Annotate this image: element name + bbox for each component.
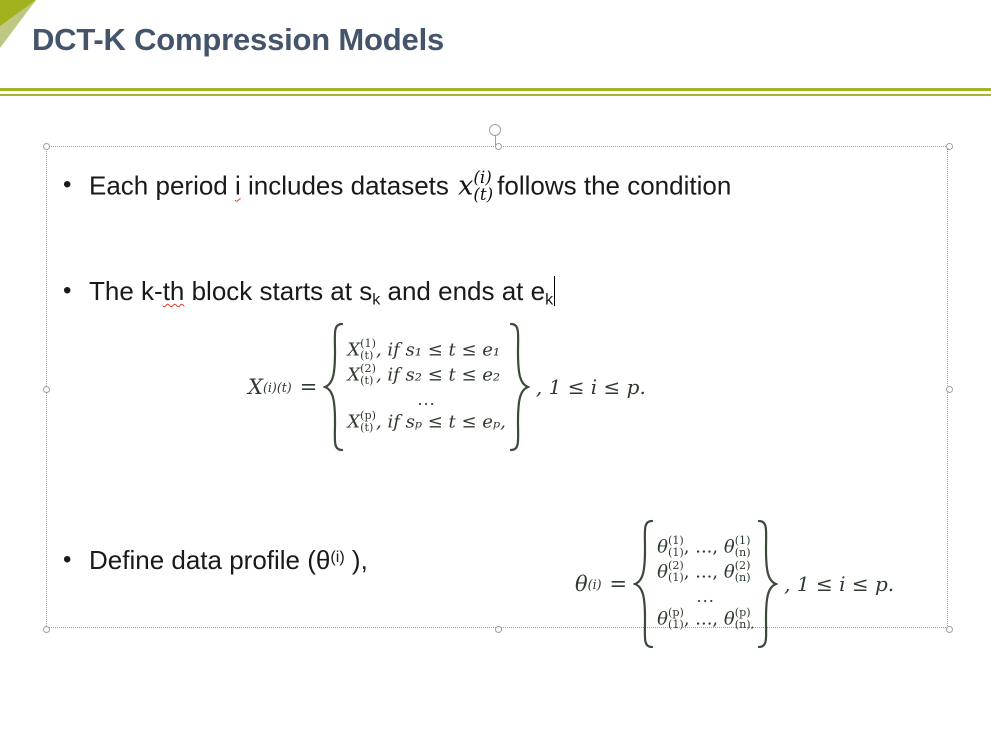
- equation-row: [575, 535, 894, 632]
- case-1-sup: (1): [360, 337, 376, 350]
- math-subscript: (t): [473, 184, 494, 205]
- case-4-text: , ...,: [683, 608, 724, 630]
- resize-handle-top-right[interactable]: [946, 143, 953, 150]
- case-2-scripts: [360, 363, 376, 386]
- case-2-text: , ...,: [683, 562, 724, 584]
- case-1-scripts-2: [735, 535, 751, 558]
- case-4-base: θ: [657, 608, 668, 630]
- case-4-sub: (t): [360, 420, 374, 434]
- bullet-2-mid: block starts at s: [184, 276, 373, 306]
- corner-accent-shape-front: [0, 0, 36, 26]
- equation-lhs: [575, 572, 602, 596]
- bullet-1-after: follows the condition: [497, 170, 732, 201]
- case-4-sub2: (n),: [734, 617, 755, 631]
- case-4-text: , if sₚ ≤ t ≤ eₚ,: [376, 411, 506, 433]
- superscript-i: (i): [330, 547, 345, 566]
- resize-handle-bottom-center[interactable]: [495, 626, 502, 633]
- inline-math-x-it: x (i) (t): [458, 167, 494, 205]
- case-1-base: θ: [657, 536, 668, 558]
- case-2-scripts: [668, 560, 684, 583]
- equals-sign: =: [299, 374, 318, 399]
- case-line-2: [657, 560, 754, 585]
- equation-tail: , 1 ≤ i ≤ p.: [535, 374, 646, 399]
- case-1-sub2: (n): [734, 545, 751, 559]
- case-1-scripts: [360, 338, 376, 361]
- resize-handle-top-left[interactable]: [43, 143, 50, 150]
- equals-sign: =: [609, 571, 628, 596]
- case-1-text: , if s₁ ≤ t ≤ e₁: [375, 339, 501, 361]
- bullet-marker: •: [63, 546, 72, 573]
- resize-handle-top-center[interactable]: [495, 143, 502, 150]
- case-2-base: X: [347, 365, 361, 387]
- equation-tail: , 1 ≤ i ≤ p.: [784, 571, 895, 596]
- case-2-sup2: (2): [734, 559, 751, 573]
- case-1-base2: θ: [723, 536, 735, 558]
- case-1-text: , ...,: [683, 536, 724, 558]
- spellcheck-word-i: i: [234, 170, 241, 201]
- bullet-3-after: ),: [344, 545, 368, 575]
- case-2-sub: (1): [667, 571, 684, 585]
- corner-accent-flag: [0, 0, 36, 48]
- bullet-text: [89, 167, 732, 205]
- bullet-1-lead: Each period: [89, 170, 235, 201]
- bullet-text: [89, 276, 555, 310]
- case-2-base: θ: [657, 562, 668, 584]
- case-4-scripts-2: [735, 607, 754, 630]
- lhs-scripts: [263, 381, 292, 394]
- case-ellipsis: ...: [696, 586, 715, 606]
- divider-line-thin: [0, 94, 991, 96]
- case-1-scripts: [668, 535, 684, 558]
- equation-cases: [655, 535, 756, 632]
- case-ellipsis: ...: [417, 389, 436, 409]
- case-4-scripts: [668, 607, 684, 630]
- equation-block-x[interactable]: [248, 338, 646, 435]
- case-4-base2: θ: [723, 608, 735, 630]
- case-1-sub: (t): [360, 348, 374, 362]
- case-4-sub: (1): [667, 617, 684, 631]
- bullet-3-before: Define data profile (θ: [89, 545, 331, 575]
- case-2-text: , if s₂ ≤ t ≤ e₂: [375, 365, 501, 387]
- subscript-k-2: k: [545, 290, 554, 309]
- lhs-base: X: [248, 374, 263, 399]
- case-line-1: [657, 535, 754, 560]
- lhs-superscript: (i): [262, 379, 277, 395]
- left-brace: [323, 338, 345, 435]
- case-2-base2: θ: [723, 562, 735, 584]
- text-cursor: [554, 276, 555, 306]
- case-line-4: [657, 607, 754, 632]
- case-2-sup: (2): [360, 362, 376, 376]
- bullet-marker: •: [63, 277, 72, 304]
- resize-handle-middle-right[interactable]: [946, 386, 953, 393]
- title-divider: [0, 88, 991, 96]
- bullet-text: [89, 545, 368, 577]
- lhs-subscript: (t): [276, 379, 292, 395]
- case-1-sub: (1): [667, 545, 684, 559]
- case-line-1: [347, 338, 506, 363]
- case-4-sup: (p): [667, 605, 684, 619]
- equation-cases: [345, 338, 508, 435]
- case-2-sup: (2): [667, 559, 684, 573]
- right-brace: [508, 338, 530, 435]
- spellcheck-word-th: th: [162, 276, 185, 306]
- equation-row: [248, 338, 646, 435]
- case-2-sub2: (n): [734, 571, 751, 585]
- case-line-4: [347, 410, 506, 435]
- math-superscript: (i): [473, 167, 492, 187]
- case-2-scripts-2: [735, 560, 751, 583]
- case-4-base: X: [347, 411, 361, 433]
- resize-handle-middle-left[interactable]: [43, 386, 50, 393]
- bullet-marker: •: [63, 171, 72, 198]
- subscript-k-1: k: [372, 290, 381, 309]
- case-4-scripts: [360, 410, 376, 433]
- equation-block-theta[interactable]: [575, 535, 894, 632]
- case-line-2: [347, 363, 506, 388]
- resize-handle-bottom-right[interactable]: [946, 626, 953, 633]
- list-item[interactable]: [63, 545, 563, 577]
- left-brace: [633, 535, 655, 632]
- page-title: DCT-K Compression Models: [32, 22, 445, 57]
- case-1-sup2: (1): [734, 534, 751, 547]
- bullet-2-mid2: and ends at e: [380, 276, 546, 306]
- resize-handle-bottom-left[interactable]: [43, 626, 50, 633]
- list-item[interactable]: [63, 167, 893, 205]
- case-4-sup: (p): [360, 408, 376, 422]
- case-1-base: X: [347, 339, 361, 361]
- lhs-superscript: (i): [587, 576, 602, 592]
- equation-lhs: [248, 375, 292, 399]
- right-brace: [756, 535, 778, 632]
- case-4-sup2: (p): [734, 605, 751, 619]
- list-item[interactable]: [63, 276, 893, 310]
- case-1-sup: (1): [667, 534, 684, 547]
- lhs-base: θ: [575, 571, 588, 596]
- math-scripts: [473, 169, 493, 203]
- bullet-1-mid: includes datasets: [240, 170, 457, 201]
- bullet-2-lead: The k-: [89, 276, 163, 306]
- lhs-scripts: [588, 578, 602, 591]
- case-2-sub: (t): [360, 374, 374, 388]
